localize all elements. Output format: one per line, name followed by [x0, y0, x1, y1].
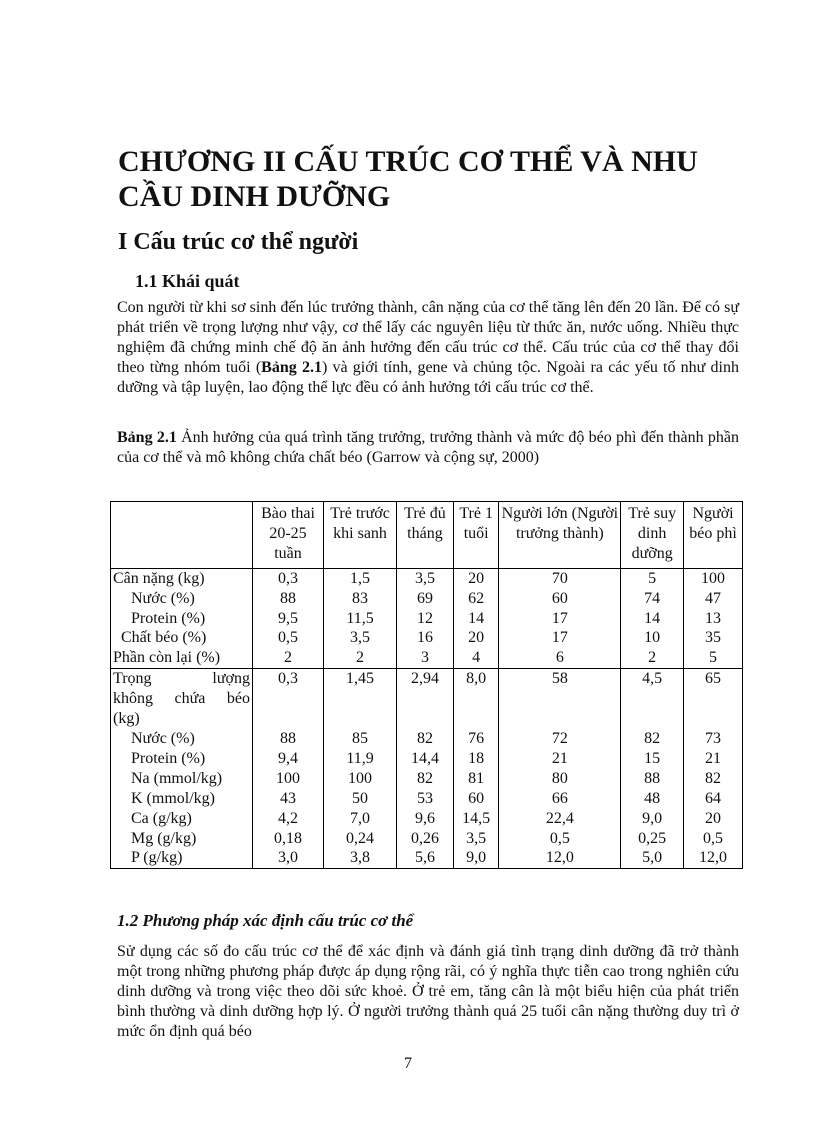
table-cell: 88 [253, 729, 324, 749]
table-cell: 3,5 [453, 829, 499, 849]
row-label-line: (kg) [113, 710, 140, 728]
table-cell: 3,0 [253, 848, 324, 868]
table-header-cell: Bào thai 20-25 tuần [253, 502, 324, 569]
table-row [111, 729, 743, 749]
table-cell: 3 [397, 648, 454, 668]
table-cell: 81 [453, 769, 499, 789]
table-cell: 4 [453, 648, 499, 668]
table-cell: 5,0 [621, 848, 684, 868]
table-row [111, 789, 743, 809]
row-label-line: Trọng lượng [113, 670, 251, 688]
table-row [111, 848, 743, 868]
table-cell: 5,6 [397, 848, 454, 868]
table-cell: 20 [453, 568, 499, 588]
table-cell: 65 [684, 669, 743, 729]
table-header-cell: Trẻ 1 tuổi [453, 502, 499, 569]
table-cell: 0,26 [397, 829, 454, 849]
table-cell: 10 [621, 628, 684, 648]
table-cell: 14,4 [397, 749, 454, 769]
table-cell: 88 [253, 589, 324, 609]
table-cell: 9,0 [621, 809, 684, 829]
row-label: K (mmol/kg) [111, 789, 253, 809]
table-row [111, 749, 743, 769]
table-cell: 18 [453, 749, 499, 769]
table-cell: 47 [684, 589, 743, 609]
table-cell: 12,0 [499, 848, 621, 868]
row-label: Mg (g/kg) [111, 829, 253, 849]
table-cell: 69 [397, 589, 454, 609]
table-cell: 100 [684, 568, 743, 588]
row-label: Cân nặng (kg) [111, 568, 253, 588]
table-cell: 9,6 [397, 809, 454, 829]
table-cell: 82 [621, 729, 684, 749]
table-cell: 12 [397, 609, 454, 629]
table-row [111, 669, 743, 729]
table-cell: 21 [684, 749, 743, 769]
table-header-cell: Trẻ suy dinh dưỡng [621, 502, 684, 569]
table-reference: Bảng 2.1 [261, 359, 322, 376]
table-row [111, 568, 743, 588]
table-cell: 12,0 [684, 848, 743, 868]
table-row [111, 589, 743, 609]
table-cell: 82 [684, 769, 743, 789]
table-row [111, 809, 743, 829]
table-caption-label: Bảng 2.1 [117, 429, 177, 446]
table-cell: 2 [324, 648, 397, 668]
table-cell: 80 [499, 769, 621, 789]
intro-text-part-2: ) và giới tính, gene và chủng tộc. Ngoài ra các yếu tố như dinh dưỡng và tập luyện, lao động thể lực đều có ảnh hưởng tới cấu trúc cơ thể. [117, 359, 740, 396]
table-cell: 16 [397, 628, 454, 648]
table-cell: 3,5 [324, 628, 397, 648]
table-cell: 1,45 [324, 669, 397, 729]
table-cell: 4,2 [253, 809, 324, 829]
table-cell: 43 [253, 789, 324, 809]
table-cell: 14 [621, 609, 684, 629]
table-cell: 9,4 [253, 749, 324, 769]
row-label [111, 669, 253, 729]
subsection-title: 1.1 Khái quát [135, 271, 240, 291]
table-cell: 0,5 [499, 829, 621, 849]
row-label: Protein (%) [111, 749, 253, 769]
table-cell: 2 [253, 648, 324, 668]
table-cell: 48 [621, 789, 684, 809]
table-cell: 2 [621, 648, 684, 668]
table-header-row [111, 502, 743, 569]
table-header-cell: Người béo phì [684, 502, 743, 569]
body-composition-table [110, 501, 743, 869]
table-cell: 60 [453, 789, 499, 809]
table-cell: 13 [684, 609, 743, 629]
page-number: 7 [404, 1055, 412, 1072]
row-label: Nước (%) [111, 729, 253, 749]
table-cell: 11,5 [324, 609, 397, 629]
table-cell: 22,4 [499, 809, 621, 829]
table-cell: 5 [621, 568, 684, 588]
table-cell: 20 [453, 628, 499, 648]
row-label: Ca (g/kg) [111, 809, 253, 829]
table-cell: 58 [499, 669, 621, 729]
table-cell: 15 [621, 749, 684, 769]
row-label: Protein (%) [111, 609, 253, 629]
table-cell: 72 [499, 729, 621, 749]
table-cell: 73 [684, 729, 743, 749]
table-row [111, 609, 743, 629]
table-cell: 17 [499, 609, 621, 629]
table-cell: 83 [324, 589, 397, 609]
table-cell: 5 [684, 648, 743, 668]
table-cell: 0,3 [253, 669, 324, 729]
table-cell: 20 [684, 809, 743, 829]
table-cell: 88 [621, 769, 684, 789]
table-cell: 0,18 [253, 829, 324, 849]
row-label: P (g/kg) [111, 848, 253, 868]
table-cell: 53 [397, 789, 454, 809]
table-cell: 1,5 [324, 568, 397, 588]
table-header-cell: Trẻ trước khi sanh [324, 502, 397, 569]
table-cell: 50 [324, 789, 397, 809]
table-cell: 85 [324, 729, 397, 749]
table-row [111, 829, 743, 849]
table-cell: 82 [397, 769, 454, 789]
table-cell: 17 [499, 628, 621, 648]
table-cell: 62 [453, 589, 499, 609]
table-cell: 14 [453, 609, 499, 629]
table-cell: 100 [324, 769, 397, 789]
table-cell: 0,5 [253, 628, 324, 648]
table-caption [117, 428, 739, 468]
table-cell: 3,5 [397, 568, 454, 588]
table-row [111, 769, 743, 789]
table-cell: 11,9 [324, 749, 397, 769]
table-cell: 82 [397, 729, 454, 749]
intro-paragraph [117, 298, 739, 398]
table-cell: 74 [621, 589, 684, 609]
table-cell: 7,0 [324, 809, 397, 829]
table-cell: 0,3 [253, 568, 324, 588]
table-cell: 21 [499, 749, 621, 769]
table-cell: 70 [499, 568, 621, 588]
table-cell: 64 [684, 789, 743, 809]
table-cell: 0,5 [684, 829, 743, 849]
table-cell: 9,5 [253, 609, 324, 629]
table-row [111, 628, 743, 648]
table-cell: 9,0 [453, 848, 499, 868]
table-header-cell: Trẻ đủ tháng [397, 502, 454, 569]
table-row [111, 648, 743, 668]
table-header-cell [111, 502, 253, 569]
table-cell: 0,25 [621, 829, 684, 849]
row-label: Na (mmol/kg) [111, 769, 253, 789]
table-cell: 60 [499, 589, 621, 609]
section-title: I Cấu trúc cơ thể người [118, 229, 359, 255]
chapter-title: CHƯƠNG II CẤU TRÚC CƠ THỂ VÀ NHU CẦU DINH DƯỠNG [118, 145, 698, 213]
row-label: Nước (%) [111, 589, 253, 609]
table-cell: 4,5 [621, 669, 684, 729]
table-cell: 100 [253, 769, 324, 789]
subsection-title-2: 1.2 Phương pháp xác định cấu trúc cơ thể [117, 911, 414, 930]
table-cell: 0,24 [324, 829, 397, 849]
row-label: Chất béo (%) [111, 628, 253, 648]
table-cell: 76 [453, 729, 499, 749]
table-caption-text: Ảnh hưởng của quá trình tăng trưởng, trưởng thành và mức độ béo phì đến thành phần của cơ thể và mô không chứa chất béo (Garrow và cộng sự, 2000) [117, 429, 740, 466]
intro-text-part-1: Con người từ khi sơ sinh đến lúc trưởng thành, cân nặng của cơ thể tăng lên đến 20 lần. Để có sự phát triển về trọng lượng như vậy, cơ thể lấy các nguyên liệu từ thức ăn, nước uống. Nhiều thực nghiệm đã chứng minh chế độ ăn ảnh hưởng đến cấu trúc cơ thể. Cấu trúc của cơ thể thay đổi theo từng nhóm tuổi ( [117, 299, 739, 376]
method-paragraph: Sử dụng các số đo cấu trúc cơ thể để xác định và đánh giá tình trạng dinh dưỡng đã trở thành một trong những phương pháp được áp dụng rộng rãi, có ý nghĩa thực tiễn cao trong nghiên cứu dinh dưỡng và trong việc theo dõi sức khoẻ. Ở trẻ em, tăng cân là một biểu hiện của phát triển bình thường và dinh dưỡng hợp lý. Ở người trưởng thành quá 25 tuổi cân nặng thường duy trì ở mức ổn định quá béo [117, 943, 739, 1040]
table-cell: 14,5 [453, 809, 499, 829]
row-label-line: không chứa béo [113, 690, 251, 708]
table-cell: 3,8 [324, 848, 397, 868]
table-cell: 8,0 [453, 669, 499, 729]
table-cell: 66 [499, 789, 621, 809]
table-cell: 35 [684, 628, 743, 648]
table-header-cell: Người lớn (Người trưởng thành) [499, 502, 621, 569]
row-label: Phần còn lại (%) [111, 648, 253, 668]
table-cell: 2,94 [397, 669, 454, 729]
table-cell: 6 [499, 648, 621, 668]
